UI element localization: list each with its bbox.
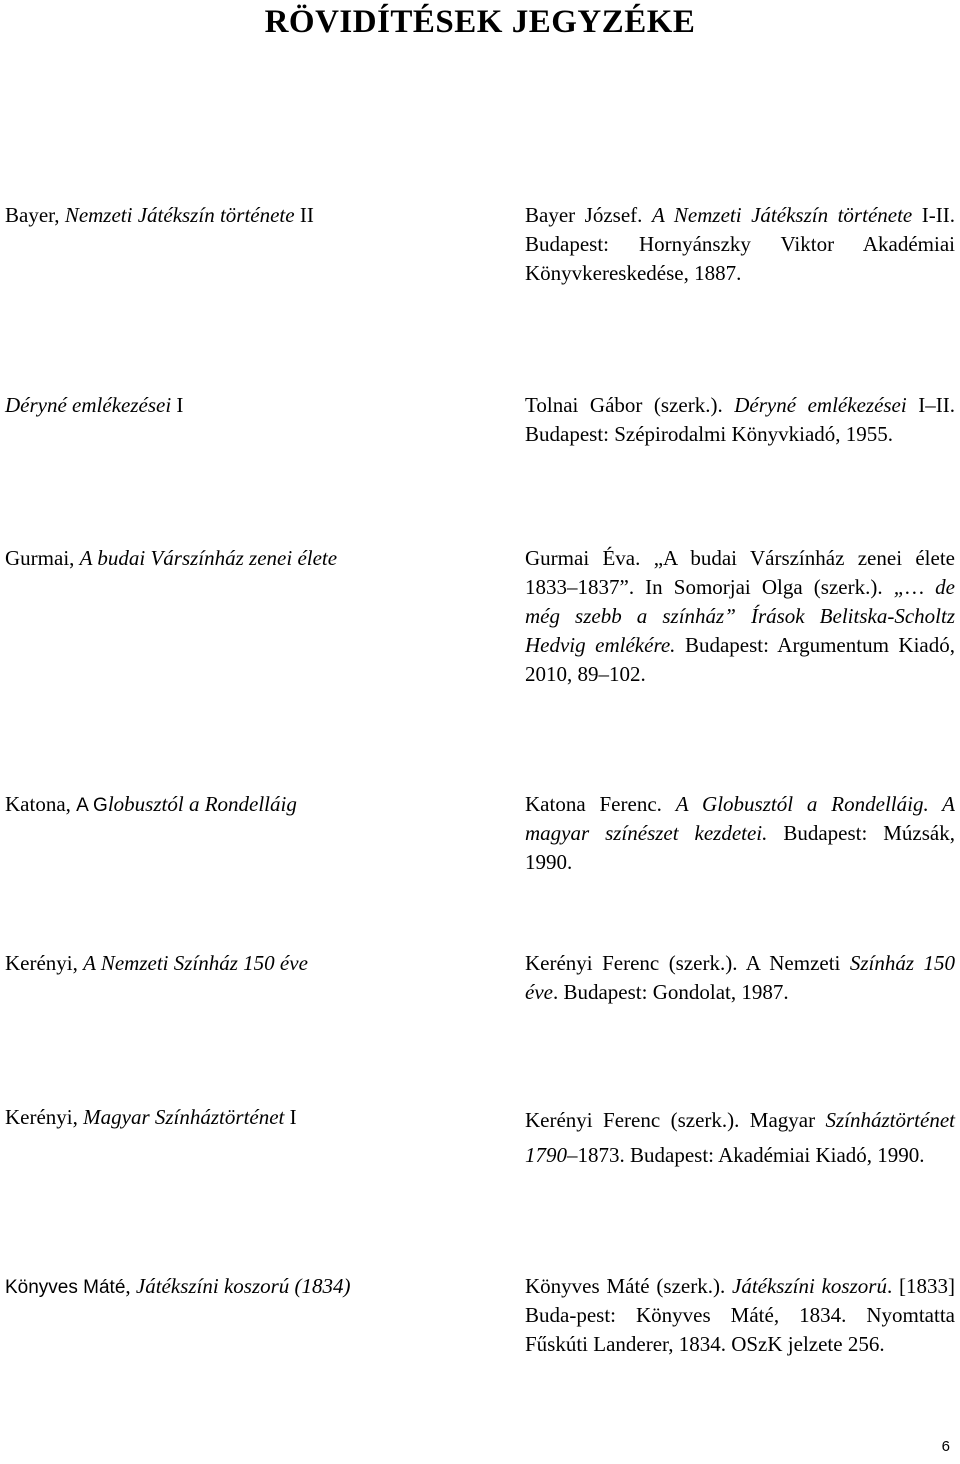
full-citation — [525, 391, 955, 449]
text-run: Katona Ferenc. — [525, 792, 676, 816]
text-run: . Budapest: Gondolat, 1987. — [552, 980, 789, 1004]
italic-text: Déryné emlékezései — [734, 393, 907, 417]
text-run: . [1833] Buda-pest: Könyves Máté, 1834. Nyomtatta Fűskúti Landerer, 1834. OSzK jelzete 256. — [525, 1274, 955, 1356]
page-number: 6 — [941, 1438, 950, 1455]
italic-text: „… de még szebb a színház” Írások Belitska-Scholtz Hedvig emlékére. — [525, 575, 955, 657]
text-run: Gurmai, — [5, 546, 80, 570]
full-citation — [525, 201, 955, 288]
text-run: I — [284, 1105, 297, 1129]
text-run: I — [171, 393, 184, 417]
text-run: , — [125, 1274, 136, 1298]
full-citation — [525, 1272, 955, 1359]
full-citation — [525, 790, 955, 877]
text-run: Kerényi, — [5, 951, 84, 975]
italic-text: Játékszíni koszorú — [732, 1274, 887, 1298]
abbreviation — [5, 391, 485, 420]
italic-text: lobusztól a Rondelláig — [107, 792, 297, 816]
text-run: Budapest: Múzsák, 1990. — [525, 821, 955, 874]
page-title: RÖVIDÍTÉSEK JEGYZÉKE — [264, 4, 696, 40]
text-run: Kerényi Ferenc (szerk.). Magyar — [525, 1108, 826, 1132]
full-citation — [525, 1103, 955, 1173]
italic-text: Színháztörténet 1790– — [525, 1108, 955, 1167]
italic-text: A Nemzeti Játékszín története — [651, 203, 913, 227]
text-run: Gurmai Éva. „A budai Várszínház zenei élete 1833–1837”. In Somorjai Olga (szerk.). — [525, 546, 955, 599]
text-run: A G — [76, 795, 108, 816]
full-citation — [525, 949, 955, 1007]
text-run: Tolnai Gábor (szerk.). — [525, 393, 735, 417]
text-run: I-II. Budapest: Hornyánszky Viktor Akadémiai Könyvkereskedése, 1887. — [525, 203, 956, 285]
text-run: Budapest: Argumentum Kiadó, 2010, 89–102. — [525, 633, 955, 686]
full-citation — [525, 544, 955, 689]
italic-text: A Globusztól a Rondelláig. A magyar színészet kezdetei. — [525, 792, 955, 845]
abbreviation — [5, 1272, 485, 1302]
text-run: Bayer József. — [525, 203, 652, 227]
abbreviation — [5, 790, 485, 820]
italic-text: Magyar Színháztörténet — [83, 1105, 285, 1129]
text-run: I–II. Budapest: Szépirodalmi Könyvkiadó, 1955. — [525, 393, 955, 446]
text-run: Könyves Máté — [5, 1277, 126, 1298]
abbreviation — [5, 201, 485, 230]
text-run: Kerényi Ferenc (szerk.). A Nemzeti — [525, 951, 850, 975]
abbreviation — [5, 544, 485, 573]
italic-text: Színház 150 éve — [525, 951, 955, 1004]
italic-text: Déryné emlékezései — [5, 393, 172, 417]
text-run: Katona, — [5, 792, 77, 816]
italic-text: Nemzeti Játékszín története — [64, 203, 295, 227]
abbreviation — [5, 949, 485, 978]
text-run: Könyves Máté (szerk.). — [525, 1274, 732, 1298]
italic-text: Játékszíni koszorú (1834) — [135, 1274, 351, 1298]
italic-text: A Nemzeti Színház 150 éve — [83, 951, 308, 975]
text-run: Bayer, — [5, 203, 65, 227]
text-run: Kerényi, — [5, 1105, 84, 1129]
italic-text: A budai Várszínház zenei élete — [79, 546, 338, 570]
abbreviation — [5, 1103, 485, 1132]
text-run: 1873. Budapest: Akadémiai Kiadó, 1990. — [577, 1143, 925, 1167]
text-run: II — [294, 203, 314, 227]
